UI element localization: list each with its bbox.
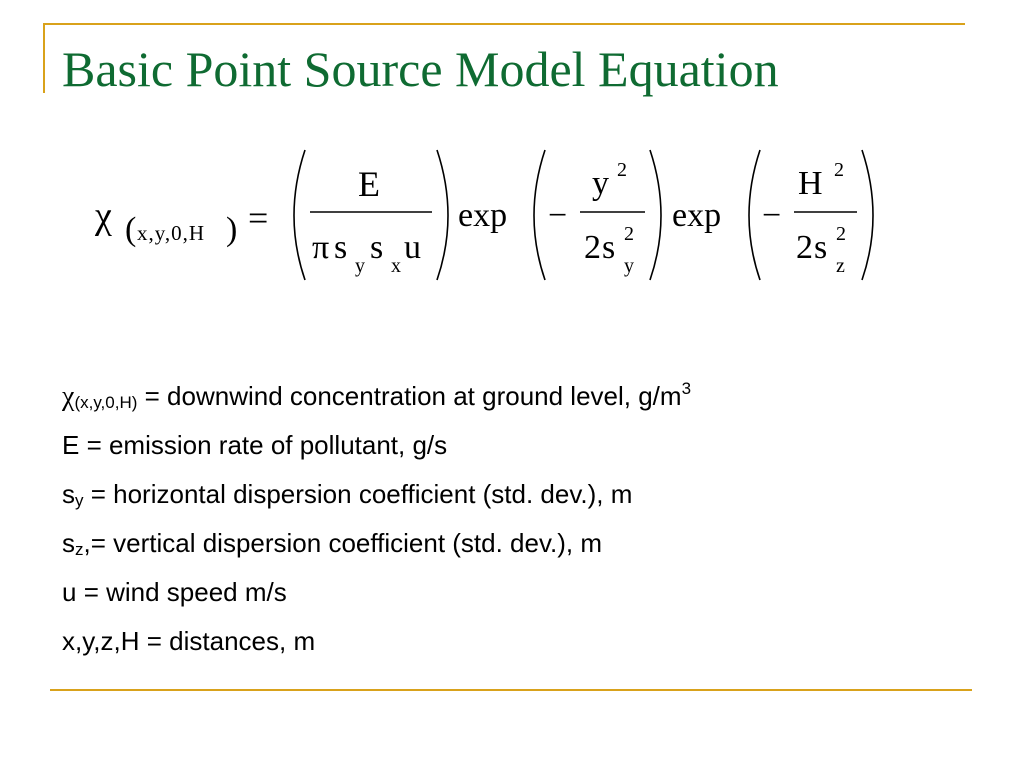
lhs-paren-close: ) — [226, 211, 238, 248]
definition-distances — [62, 617, 982, 666]
definition-subscript: z — [75, 540, 84, 559]
definition-symbol: u — [62, 577, 77, 607]
definition-concentration — [62, 372, 982, 421]
frac2-denominator-exponent: 2 — [624, 223, 634, 245]
equals-sign: = — [248, 198, 269, 238]
frac3-denominator-two: 2 — [796, 229, 813, 266]
definition-subscript: (x,y,0,H) — [74, 393, 138, 412]
definition-text: = wind speed m/s — [76, 577, 287, 607]
chi-symbol: χ — [95, 195, 112, 237]
sigma-y-subscript: y — [355, 255, 365, 277]
definition-subscript: y — [75, 491, 84, 510]
frac2-denominator-sigma: s — [602, 229, 616, 266]
sigma-x: s — [370, 229, 384, 266]
lhs-paren-open: ( — [125, 211, 137, 248]
frac2-denominator-two: 2 — [584, 229, 601, 266]
minus-sign-1: − — [548, 197, 568, 234]
lhs-subscript: x,y,0,H — [137, 221, 206, 245]
definition-text: = downwind concentration at ground level, g/m — [137, 381, 682, 411]
sigma-y: s — [334, 229, 348, 266]
definition-symbol: s — [62, 528, 75, 558]
definition-emission-rate — [62, 421, 982, 470]
definition-text: = distances, m — [139, 626, 316, 656]
frac1-numerator: E — [358, 164, 380, 204]
exp-function-2: exp — [672, 197, 722, 234]
definition-text: ,= vertical dispersion coefficient (std. dev.), m — [83, 528, 603, 558]
definition-wind-speed — [62, 568, 982, 617]
definition-text: = horizontal dispersion coefficient (std. dev.), m — [83, 479, 633, 509]
frac2-numerator-y: y — [592, 165, 609, 202]
definition-horizontal-dispersion — [62, 470, 982, 519]
pi-symbol: π — [312, 229, 330, 266]
wind-speed-u: u — [404, 229, 421, 266]
bracket-2-open — [534, 150, 545, 280]
frac2-denominator-subscript: y — [624, 255, 634, 277]
dispersion-equation — [0, 0, 1024, 300]
bracket-2-close — [650, 150, 661, 280]
slide-title: Basic Point Source Model Equation — [62, 41, 779, 97]
definition-symbol: E — [62, 430, 80, 460]
definition-superscript: 3 — [681, 379, 692, 398]
definition-text: = emission rate of pollutant, g/s — [79, 430, 448, 460]
bracket-3-close — [862, 150, 873, 280]
definition-symbol: s — [62, 479, 75, 509]
frac3-denominator-subscript: z — [836, 255, 845, 277]
bracket-3-open — [749, 150, 760, 280]
exp-function-1: exp — [458, 197, 508, 234]
sigma-x-subscript: x — [391, 255, 401, 277]
bracket-1-open — [294, 150, 305, 280]
frac3-numerator-H: H — [798, 165, 823, 202]
bottom-rule — [50, 689, 972, 691]
definition-vertical-dispersion — [62, 519, 982, 568]
frac3-denominator-sigma: s — [814, 229, 828, 266]
minus-sign-2: − — [762, 197, 782, 234]
bracket-1-close — [437, 150, 448, 280]
frac3-numerator-exponent: 2 — [834, 159, 844, 181]
frac2-numerator-exponent: 2 — [617, 159, 627, 181]
definition-symbol: x,y,z,H — [62, 626, 140, 656]
frac3-denominator-exponent: 2 — [836, 223, 846, 245]
variable-definitions — [62, 372, 982, 666]
definition-symbol: χ — [62, 381, 75, 412]
